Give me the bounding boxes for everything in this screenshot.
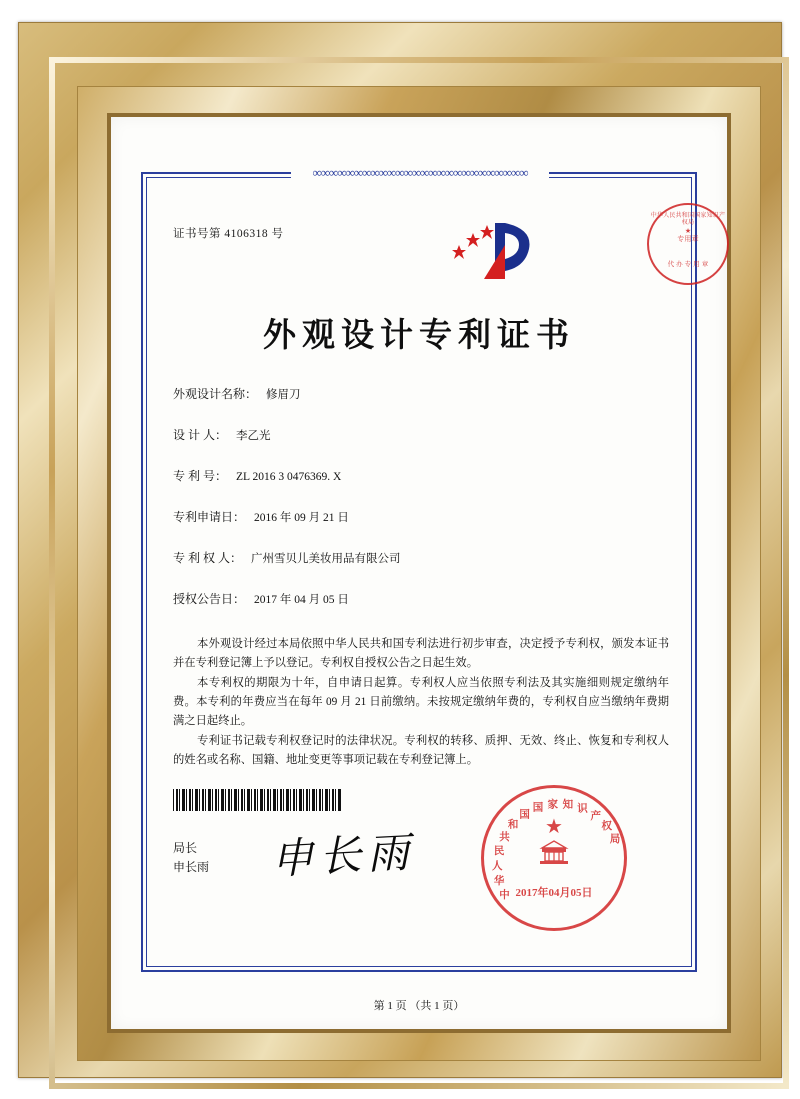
certificate-fields [173, 385, 673, 631]
field-application-date [173, 508, 673, 525]
agency-stamp-star-icon: ★ [684, 227, 692, 235]
agency-stamp-center-text: 专用章 [677, 235, 699, 243]
agency-stamp-bottom-text: 代 办 专 用 章 [667, 261, 709, 268]
barcode-image [173, 789, 341, 811]
agency-stamp [647, 203, 729, 285]
field-label: 设 计 人： [173, 428, 228, 442]
handwritten-signature: 申长雨 [269, 827, 417, 884]
official-seal [481, 785, 627, 931]
director-label: 局长 [173, 841, 198, 855]
page-footer: 第 1 页 （共 1 页） [373, 1000, 465, 1012]
field-value: 2016 年 09 月 21 日 [254, 512, 349, 524]
field-design-name [173, 385, 673, 402]
agency-stamp-arc-text: 中华人民共和国国家知识产权局 [650, 213, 726, 226]
national-emblem-icon [534, 834, 574, 868]
field-value: 修眉刀 [266, 389, 301, 401]
director-title-block [173, 839, 209, 877]
certificate-number: 证书号第 4106318 号 [173, 228, 284, 240]
picture-frame-outer [18, 22, 782, 1078]
border-ornament-icon: ∞∞∞∞∞∞∞∞∞∞∞∞∞∞∞∞∞∞∞∞∞∞∞∞∞∞ [291, 163, 549, 183]
field-label: 外观设计名称： [173, 387, 258, 401]
seal-star-icon: ★ [545, 816, 563, 838]
field-value: ZL 2016 3 0476369. X [236, 471, 342, 483]
field-designer [173, 426, 673, 443]
field-label: 专 利 号： [173, 469, 228, 483]
certificate-paper [111, 117, 727, 1029]
field-label: 专利申请日： [173, 510, 246, 524]
certificate-body [173, 635, 669, 771]
director-name: 申长雨 [173, 860, 210, 874]
field-value: 广州雪贝儿美妆用品有限公司 [251, 553, 401, 565]
field-patentee [173, 549, 673, 566]
field-label: 授权公告日： [173, 592, 246, 606]
field-value: 2017 年 04 月 05 日 [254, 594, 349, 606]
body-paragraph: 本外观设计经过本局依照中华人民共和国专利法进行初步审查，决定授予专利权，颁发本证书并在专利登记簿上予以登记。专利权自授权公告之日起生效。 [173, 638, 669, 669]
field-value: 李乙光 [236, 430, 271, 442]
official-seal-arc-text: 中 华 人 民 共 和 国 国 家 知 识 产 权 局 [492, 799, 621, 902]
field-grant-date [173, 590, 673, 607]
field-label: 专 利 权 人： [173, 551, 243, 565]
seal-date: 2017年04月05日 [515, 887, 593, 899]
field-patent-number [173, 467, 673, 484]
sipo-logo-icon [451, 215, 537, 287]
body-paragraph: 专利证书记载专利权登记时的法律状况。专利权的转移、质押、无效、终止、恢复和专利权人的姓名或名称、国籍、地址变更等事项记载在专利登记簿上。 [173, 735, 669, 766]
certificate-title: 外观设计专利证书 [263, 315, 575, 354]
body-paragraph: 本专利权的期限为十年，自申请日起算。专利权人应当依照专利法及其实施细则规定缴纳年费。本专利的年费应当在每年 09 月 21 日前缴纳。未按规定缴纳年费的，专利权自应当缴纳年费期满之日起终止。 [173, 677, 669, 727]
